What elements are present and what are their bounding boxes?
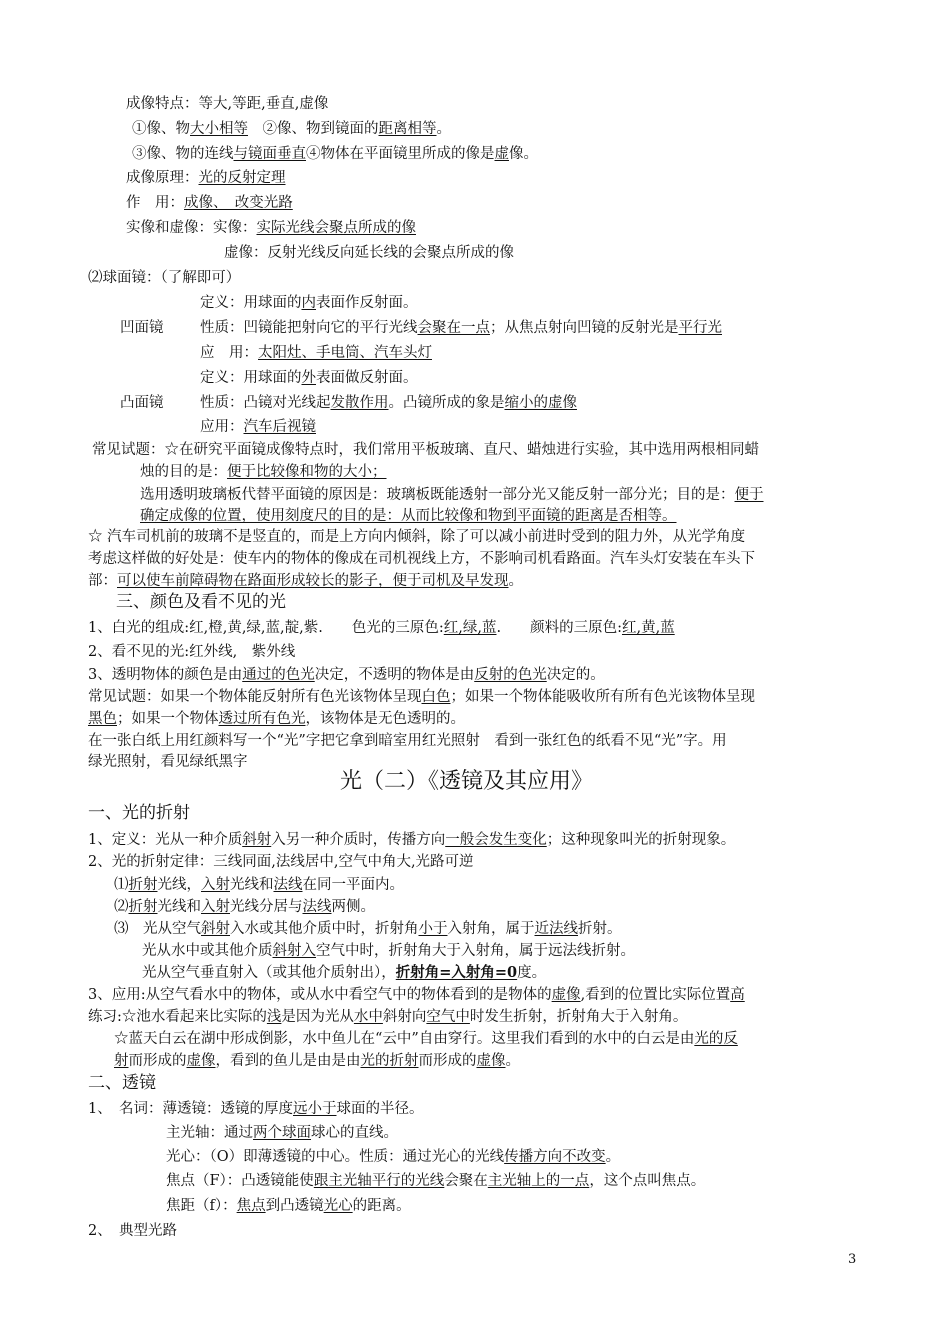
convex-property: 性质：凸镜对光线起发散作用。凸镜所成的象是缩小的虚像 [200,395,577,411]
lens-heading: 二、透镜 [88,1073,156,1093]
refraction-law-3: ⑶ 光从空气斜射入水或其他介质中时，折射角小于入射角，属于近法线折射。 [114,921,622,937]
concave-label: 凹面镜 [120,320,164,336]
lens-terms: 1、 名词：薄透镜：透镜的厚度远小于球面的半径。 [88,1101,424,1117]
refraction-law-4: 光从水中或其他介质斜射入空气中时，折射角大于入射角，属于远法线折射。 [142,943,635,959]
color-line3: 3、透明物体的颜色是由通过的色光决定，不透明的物体是由反射的色光决定的。 [88,667,605,683]
principle-line: 成像原理：光的反射定理 [126,170,286,186]
refraction-practice: 练习:☆池水看起来比实际的浅是因为光从水中斜射向空气中时发生折射，折射角大于入射角。 [88,1009,688,1025]
lens-typical-paths: 2、 典型光路 [88,1223,177,1239]
color-line1: 1、白光的组成:红,橙,黄,绿,蓝,靛,紫. 色光的三原色:红,绿,蓝. 颜料的三原色:红,黄,蓝 [88,620,675,636]
concave-definition: 定义：用球面的内表面作反射面。 [200,295,418,311]
refraction-application: 3、应用:从空气看水中的物体，或从水中看空气中的物体看到的是物体的虚像,看到的位置比实际位置高 [88,987,745,1003]
color-exam-line3: 在一张白纸上用红颜料写一个“光”字把它拿到暗室用红光照射 看到一张红色的纸看不见“光”字。用 [88,733,727,749]
color-exam-line4: 绿光照射，看见绿纸黑字 [88,754,248,770]
exam2-line1: ☆ 汽车司机前的玻璃不是竖直的，而是上方向内倾斜，除了可以减小前进时受到的阻力外，从光学角度 [88,529,746,545]
page-number: 3 [848,1252,857,1267]
chapter-title: 光（二）《透镜及其应用》 [340,769,594,794]
convex-label: 凸面镜 [120,395,164,411]
use-line: 作 用：成像、 改变光路 [126,195,293,211]
virtual-image-line: 虚像：反射光线反向延长线的会聚点所成的像 [224,245,514,261]
exam2-line3: 部：可以使车前障碍物在路面形成较长的影子，便于司机及早发现。 [88,573,523,589]
color-exam-line2: 黑色；如果一个物体透过所有色光，该物体是无色透明的。 [88,711,465,727]
concave-property: 性质：凹镜能把射向它的平行光线会聚在一点；从焦点射向凹镜的反射光是平行光 [200,320,722,336]
exam1-line1: 常见试题：☆在研究平面镜成像特点时，我们常用平板玻璃、直尺、蜡烛进行实验，其中选用两根相同蜡 [92,442,759,458]
refraction-law-1: ⑴折射光线，入射光线和法线在同一平面内。 [114,877,404,893]
color-heading: 三、颜色及看不见的光 [116,592,286,612]
lens-focus: 焦点（F）：凸透镜能使跟主光轴平行的光线会聚在主光轴上的一点，这个点叫焦点。 [166,1173,706,1189]
convex-application: 应用：汽车后视镜 [200,419,316,435]
color-exam-line1: 常见试题：如果一个物体能反射所有色光该物体呈现白色；如果一个物体能吸收所有所有色光该物体呈现 [88,689,755,705]
features-line: 成像特点：等大,等距,垂直,虚像 [126,96,329,112]
convex-definition: 定义：用球面的外表面做反射面。 [200,370,418,386]
real-image-line: 实像和虚像：实像：实际光线会聚点所成的像 [126,220,416,236]
refraction-law: 2、光的折射定律：三线同面,法线居中,空气中角大,光路可逆 [88,854,474,870]
refraction-heading: 一、光的折射 [88,803,190,823]
refraction-law-2: ⑵折射光线和入射光线分居与法线两侧。 [114,899,375,915]
lens-center: 光心：（O）即薄透镜的中心。性质：通过光心的光线传播方向不改变。 [166,1149,621,1165]
refraction-law-5: 光从空气垂直射入（或其他介质射出），折射角=入射角=0度。 [142,964,547,981]
feature-line-2: ③像、物的连线与镜面垂直④物体在平面镜里所成的像是虚像。 [132,146,538,162]
concave-application: 应 用：太阳灶、手电筒、汽车头灯 [200,345,432,361]
exam1-line3: 选用透明玻璃板代替平面镜的原因是：玻璃板既能透射一部分光又能反射一部分光；目的是：便于 [140,487,764,503]
exam1-line2: 烛的目的是：便于比较像和物的大小； [140,464,387,480]
refraction-definition: 1、定义：光从一种介质斜射入另一种介质时，传播方向一般会发生变化；这种现象叫光的折射现象。 [88,832,736,848]
spherical-heading: ⑵球面镜：（了解即可） [88,270,241,286]
feature-line-1: ①像、物大小相等 ②像、物到镜面的距离相等。 [132,121,451,137]
lens-axis: 主光轴：通过两个球面球心的直线。 [166,1125,398,1141]
exam2-line2: 考虑这样做的好处是：使车内的物体的像成在司机视线上方，不影响司机看路面。汽车头灯安装在车头下 [88,551,755,567]
cloud-line2: 射而形成的虚像，看到的鱼儿是由是由光的折射而形成的虚像。 [114,1053,520,1069]
color-line2: 2、看不见的光:红外线, 紫外线 [88,644,296,660]
lens-focal-length: 焦距（f）：焦点到凸透镜光心的距离。 [166,1198,411,1214]
cloud-line1: ☆蓝天白云在湖中形成倒影，水中鱼儿在“云中”自由穿行。这里我们看到的水中的白云是由光的反 [114,1031,738,1047]
exam1-line4: 确定成像的位置，使用刻度尺的目的是：从而比较像和物到平面镜的距离是否相等。 [140,508,677,524]
